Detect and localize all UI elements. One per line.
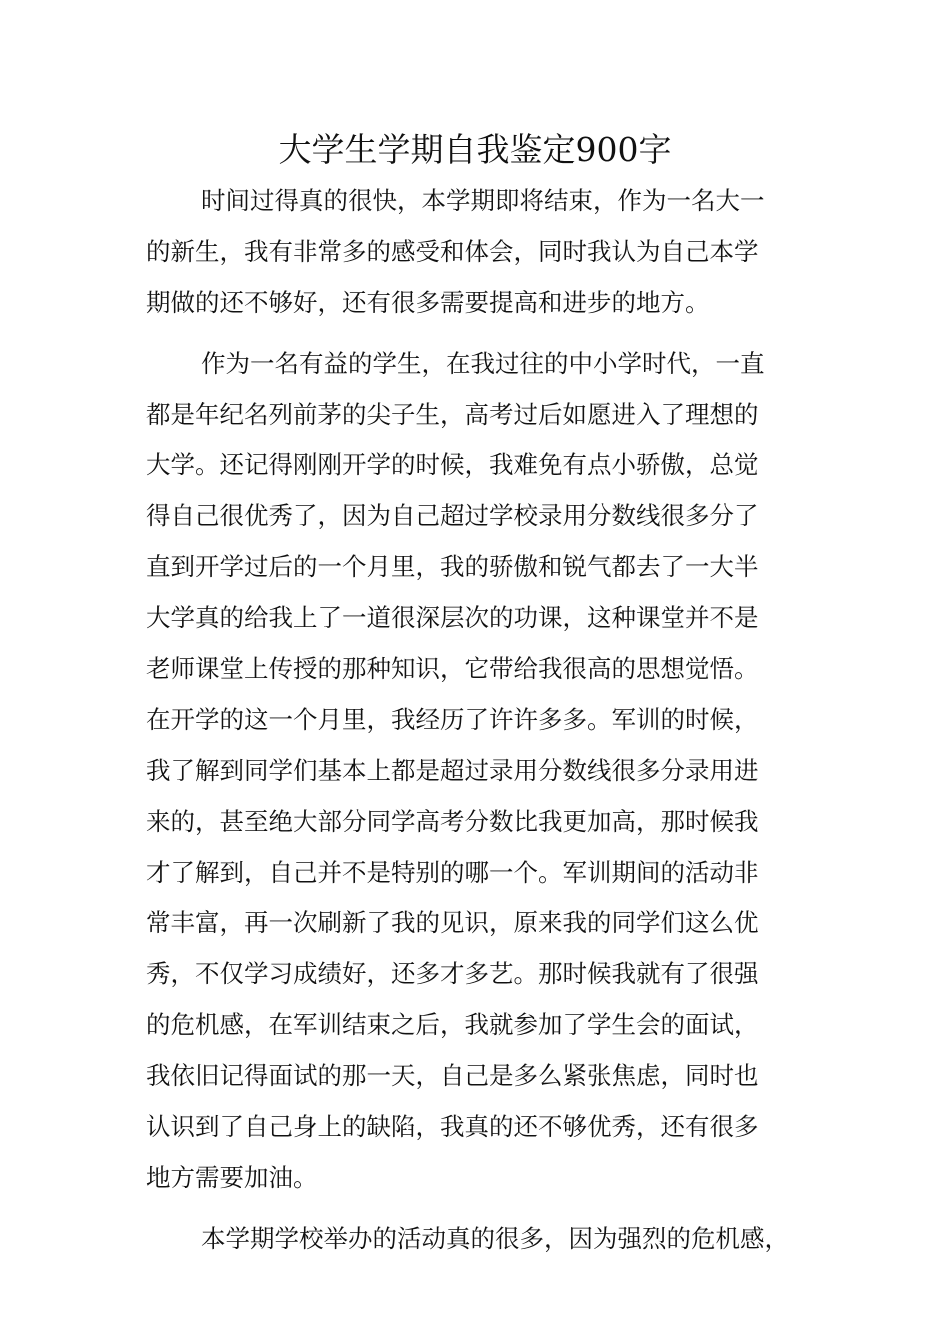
text-line: 我了解到同学们基本上都是超过录用分数线很多分录用进: [146, 755, 759, 785]
text-line: 认识到了自己身上的缺陷，我真的还不够优秀，还有很多: [146, 1112, 759, 1142]
text-line: 直到开学过后的一个月里，我的骄傲和锐气都去了一大半: [146, 552, 759, 582]
text-line: 地方需要加油。: [146, 1162, 318, 1192]
text-line: 的新生，我有非常多的感受和体会，同时我认为自己本学: [146, 236, 759, 266]
text-line: 期做的还不够好，还有很多需要提高和进步的地方。: [146, 287, 710, 317]
text-line: 来的，甚至绝大部分同学高考分数比我更加高，那时候我: [146, 806, 759, 836]
text-line: 秀，不仅学习成绩好，还多才多艺。那时候我就有了很强: [146, 959, 759, 989]
text-line: 在开学的这一个月里，我经历了许许多多。军训的时候，: [146, 704, 759, 734]
text-line: 大学。还记得刚刚开学的时候，我难免有点小骄傲，总觉: [146, 450, 759, 480]
text-line: 老师课堂上传授的那种知识，它带给我很高的思想觉悟。: [146, 654, 759, 684]
text-line: 得自己很优秀了，因为自己超过学校录用分数线很多分了: [146, 501, 759, 531]
document-title: 大学生学期自我鉴定900字: [278, 130, 672, 169]
text-line: 本学期学校举办的活动真的很多，因为强烈的危机感，: [201, 1223, 789, 1253]
text-line: 作为一名有益的学生，在我过往的中小学时代，一直: [201, 348, 765, 378]
text-line: 都是年纪名列前茅的尖子生，高考过后如愿进入了理想的: [146, 399, 759, 429]
text-line: 才了解到，自己并不是特别的哪一个。军训期间的活动非: [146, 857, 759, 887]
document-body: [146, 176, 806, 1265]
text-line: 的危机感，在军训结束之后，我就参加了学生会的面试，: [146, 1010, 759, 1040]
text-line: 常丰富，再一次刷新了我的见识，原来我的同学们这么优: [146, 908, 759, 938]
text-line: 我依旧记得面试的那一天，自己是多么紧张焦虑，同时也: [146, 1061, 759, 1091]
text-line: 时间过得真的很快，本学期即将结束，作为一名大一: [201, 186, 765, 215]
text-line: 大学真的给我上了一道很深层次的功课，这种课堂并不是: [146, 603, 759, 633]
